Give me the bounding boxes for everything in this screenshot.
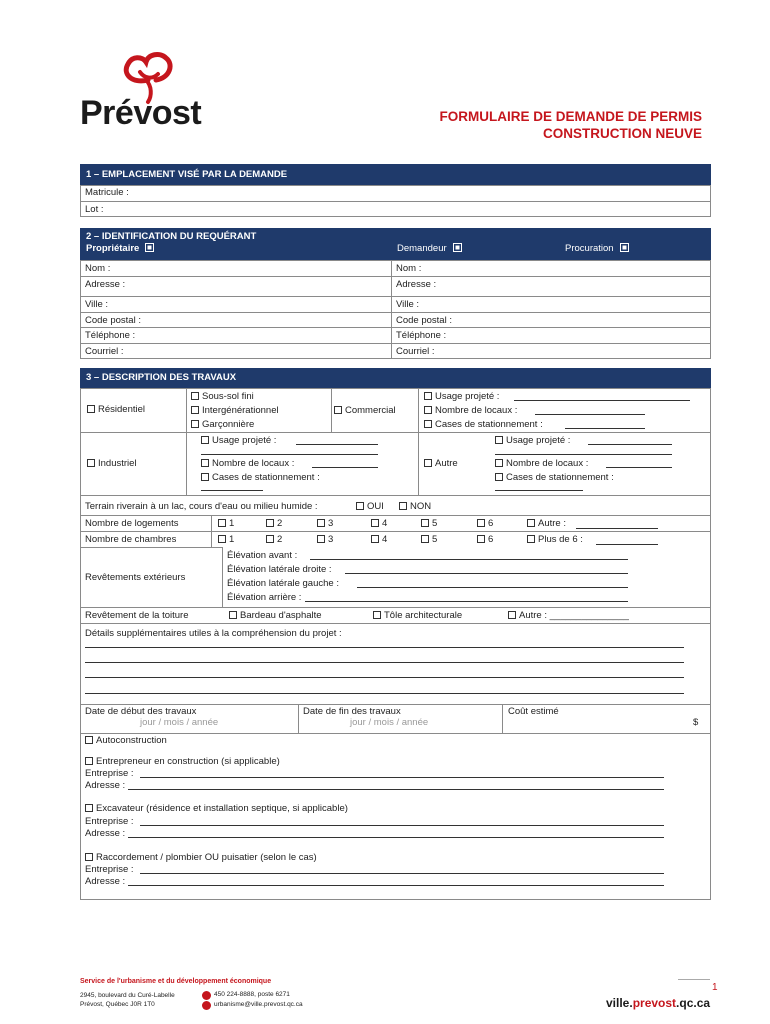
applicant-adresse-field[interactable]: Adresse : (396, 279, 437, 290)
non-checkbox[interactable] (399, 502, 407, 510)
section1-header: 1 – EMPLACEMENT VISÉ PAR LA DEMANDE (80, 164, 711, 185)
raccordement-checkbox[interactable] (85, 853, 93, 861)
raccordement-label: Raccordement / plombier OU puisatier (selon le cas) (96, 852, 317, 863)
ind-locaux-option[interactable] (201, 458, 294, 469)
raccordement-adresse-line[interactable] (128, 885, 664, 886)
industriel-label: Industriel (98, 458, 137, 469)
log-3-checkbox[interactable] (317, 519, 325, 527)
owner-ville-field[interactable]: Ville : (85, 299, 109, 310)
log-1-label: 1 (229, 518, 235, 529)
raccordement-adresse-label: Adresse : (85, 876, 126, 887)
autre-cases-option[interactable] (495, 472, 614, 483)
non-option[interactable] (399, 501, 431, 512)
oui-option[interactable] (356, 501, 384, 512)
com-usage-option[interactable] (424, 391, 499, 402)
autre-locaux-option[interactable] (495, 458, 588, 469)
matricule-field[interactable]: Matricule : (85, 187, 129, 198)
com-locaux-label: Nombre de locaux : (435, 405, 518, 416)
ch-1-label: 1 (229, 534, 235, 545)
details-line[interactable] (85, 677, 684, 678)
excavateur-entreprise-line[interactable] (140, 825, 664, 826)
entrepreneur-checkbox[interactable] (85, 757, 93, 765)
com-cases-checkbox[interactable] (424, 420, 432, 428)
commercial-checkbox[interactable] (334, 406, 342, 414)
oui-label: OUI (367, 501, 384, 512)
footer-email-text[interactable]: urbanisme@ville.prevost.qc.ca (214, 1001, 303, 1008)
autoconstruction-checkbox[interactable] (85, 736, 93, 744)
footer-website[interactable] (606, 996, 710, 1010)
autre-locaux-checkbox[interactable] (495, 459, 503, 467)
section3-box (80, 388, 711, 900)
ch-5-label: 5 (432, 534, 438, 545)
footer-service: Service de l'urbanisme et du développement économique (80, 978, 272, 985)
ind-usage-label: Usage projeté : (212, 435, 277, 446)
ch-3-option[interactable] (317, 534, 333, 545)
ch-6-option[interactable] (477, 534, 493, 545)
ind-locaux-label: Nombre de locaux : (212, 458, 295, 469)
ch-4-label: 4 (382, 534, 388, 545)
com-usage-checkbox[interactable] (424, 392, 432, 400)
log-1-option[interactable] (218, 518, 234, 529)
page-number: 1 (712, 982, 718, 993)
proprietaire-label: Propriétaire (86, 243, 140, 254)
ind-usage-checkbox[interactable] (201, 436, 209, 444)
autoconstruction-label: Autoconstruction (96, 735, 167, 746)
entrepreneur-adresse-line[interactable] (128, 789, 664, 790)
autre-usage-label: Usage projeté : (506, 435, 571, 446)
bardeau-option[interactable] (229, 610, 322, 621)
date-fin-input[interactable]: jour / mois / année (350, 717, 429, 728)
log-4-label: 4 (382, 518, 388, 529)
garconniere-option[interactable] (191, 419, 254, 430)
date-fin-label: Date de fin des travaux (303, 706, 401, 717)
ch-1-checkbox[interactable] (218, 535, 226, 543)
log-3-option[interactable] (317, 518, 333, 529)
ch-4-checkbox[interactable] (371, 535, 379, 543)
applicant-nom-field[interactable]: Nom : (396, 263, 422, 274)
ch-2-label: 2 (277, 534, 283, 545)
raccordement-entreprise-line[interactable] (140, 873, 664, 874)
nb-chambres-label: Nombre de chambres (85, 534, 177, 545)
ch-2-option[interactable] (266, 534, 282, 545)
applicant-courriel-field[interactable]: Courriel : (396, 346, 435, 357)
sous-sol-label: Sous-sol fini (202, 391, 254, 402)
proprietaire-checkbox[interactable] (145, 243, 154, 252)
procuration-option[interactable] (565, 243, 629, 255)
log-autre-label: Autre : (538, 518, 566, 529)
elev-avant-field[interactable]: Élévation avant : (227, 550, 298, 561)
autre-toit-option[interactable] (508, 610, 629, 621)
owner-adresse-field[interactable]: Adresse : (85, 279, 126, 290)
oui-checkbox[interactable] (356, 502, 364, 510)
cout-input[interactable]: $ (693, 717, 699, 728)
excavateur-label: Excavateur (résidence et installation septique, si applicable) (96, 803, 348, 814)
tole-option[interactable] (373, 610, 462, 621)
autre-cases-label: Cases de stationnement : (506, 472, 614, 483)
ch-1-option[interactable] (218, 534, 234, 545)
ch-5-checkbox[interactable] (421, 535, 429, 543)
phone-icon (202, 991, 211, 1000)
entrepreneur-option[interactable] (85, 756, 280, 767)
owner-nom-field[interactable]: Nom : (85, 263, 111, 274)
ind-cases-checkbox[interactable] (201, 473, 209, 481)
applicant-code-postal-field[interactable]: Code postal : (396, 315, 452, 326)
ch-plus6-checkbox[interactable] (527, 535, 535, 543)
log-5-label: 5 (432, 518, 438, 529)
entrepreneur-adresse-label: Adresse : (85, 780, 126, 791)
log-6-option[interactable] (477, 518, 493, 529)
log-2-option[interactable] (266, 518, 282, 529)
autre-locaux-label: Nombre de locaux : (506, 458, 589, 469)
demandeur-checkbox[interactable] (453, 243, 462, 252)
ch-2-checkbox[interactable] (266, 535, 274, 543)
ch-3-checkbox[interactable] (317, 535, 325, 543)
logo-wordmark: Prévost (80, 94, 202, 132)
bardeau-checkbox[interactable] (229, 611, 237, 619)
ch-plus6-label: Plus de 6 : (538, 534, 583, 545)
details-line[interactable] (85, 693, 684, 694)
entrepreneur-label: Entrepreneur en construction (si applicable) (96, 756, 280, 767)
log-4-checkbox[interactable] (371, 519, 379, 527)
details-line[interactable] (85, 647, 684, 648)
elev-gauche-field[interactable]: Élévation latérale gauche : (227, 578, 339, 589)
date-debut-label: Date de début des travaux (85, 706, 197, 717)
elev-arriere-field[interactable]: Élévation arrière : (227, 592, 302, 603)
details-label: Détails supplémentaires utiles à la compréhension du projet : (85, 628, 342, 639)
lot-field[interactable]: Lot : (85, 204, 104, 215)
sous-sol-option[interactable] (191, 391, 254, 402)
terrain-riverain-label: Terrain riverain à un lac, cours d'eau ou milieu humide : (85, 501, 318, 512)
industriel-checkbox[interactable] (87, 459, 95, 467)
nb-logements-label: Nombre de logements (85, 518, 179, 529)
intergen-label: Intergénérationnel (202, 405, 279, 416)
date-debut-input[interactable]: jour / mois / année (140, 717, 219, 728)
autre-toit-checkbox[interactable] (508, 611, 516, 619)
autoconstruction-option[interactable] (85, 735, 167, 746)
com-locaux-option[interactable] (424, 405, 517, 416)
residentiel-option[interactable] (87, 404, 145, 415)
excavateur-adresse-line[interactable] (128, 837, 664, 838)
form-title-line2: CONSTRUCTION NEUVE (542, 126, 702, 141)
log-6-label: 6 (488, 518, 494, 529)
excavateur-entreprise-label: Entreprise : (85, 816, 134, 827)
intergen-option[interactable] (191, 405, 279, 416)
com-cases-label: Cases de stationnement : (435, 419, 543, 430)
ch-3-label: 3 (328, 534, 334, 545)
excavateur-option[interactable] (85, 803, 348, 814)
commercial-label: Commercial (345, 405, 396, 416)
applicant-telephone-field[interactable]: Téléphone : (396, 330, 447, 341)
excavateur-adresse-label: Adresse : (85, 828, 126, 839)
elev-droite-field[interactable]: Élévation latérale droite : (227, 564, 332, 575)
log-3-label: 3 (328, 518, 334, 529)
log-5-option[interactable] (421, 518, 437, 529)
ind-locaux-checkbox[interactable] (201, 459, 209, 467)
form-title-line1: FORMULAIRE DE DEMANDE DE PERMIS (439, 109, 702, 124)
garconniere-checkbox[interactable] (191, 420, 199, 428)
ch-plus6-option[interactable] (527, 534, 583, 545)
toiture-label: Revêtement de la toiture (85, 610, 189, 621)
residentiel-checkbox[interactable] (87, 405, 95, 413)
autre-usage-checkbox[interactable] (495, 436, 503, 444)
details-line[interactable] (85, 662, 684, 663)
log-autre-option[interactable] (527, 518, 566, 529)
garconniere-label: Garçonnière (202, 419, 255, 430)
non-label: NON (410, 501, 432, 512)
section2-header (80, 228, 711, 260)
tole-checkbox[interactable] (373, 611, 381, 619)
cout-label: Coût estimé (508, 706, 559, 717)
entrepreneur-entreprise-line[interactable] (140, 777, 664, 778)
log-autre-checkbox[interactable] (527, 519, 535, 527)
log-6-checkbox[interactable] (477, 519, 485, 527)
footer-phone (202, 991, 290, 998)
industriel-option[interactable] (87, 458, 137, 469)
intergen-checkbox[interactable] (191, 406, 199, 414)
ch-5-option[interactable] (421, 534, 437, 545)
footer-email (202, 1001, 303, 1008)
owner-telephone-field[interactable]: Téléphone : (85, 330, 136, 341)
email-icon (202, 1001, 211, 1010)
owner-code-postal-field[interactable]: Code postal : (85, 315, 141, 326)
autre-checkbox[interactable] (424, 459, 432, 467)
footer-address-line2: Prévost, Québec J0R 1T0 (80, 1001, 155, 1008)
footer-address-line1: 2945, boulevard du Curé-Labelle (80, 992, 175, 999)
section2-title: 2 – IDENTIFICATION DU REQUÉRANT (86, 231, 257, 242)
log-5-checkbox[interactable] (421, 519, 429, 527)
demandeur-label: Demandeur (397, 243, 447, 254)
log-1-checkbox[interactable] (218, 519, 226, 527)
sous-sol-checkbox[interactable] (191, 392, 199, 400)
raccordement-entreprise-label: Entreprise : (85, 864, 134, 875)
entrepreneur-entreprise-label: Entreprise : (85, 768, 134, 779)
autre-usage-option[interactable] (495, 435, 570, 446)
excavateur-checkbox[interactable] (85, 804, 93, 812)
commercial-option[interactable] (334, 405, 396, 416)
ch-6-label: 6 (488, 534, 494, 545)
log-4-option[interactable] (371, 518, 387, 529)
ind-cases-option[interactable] (201, 472, 320, 483)
com-usage-label: Usage projeté : (435, 391, 500, 402)
applicant-ville-field[interactable]: Ville : (396, 299, 420, 310)
raccordement-option[interactable] (85, 852, 317, 863)
procuration-checkbox[interactable] (620, 243, 629, 252)
procuration-label: Procuration (565, 243, 614, 254)
website-part-a: ville. (606, 996, 633, 1010)
ch-4-option[interactable] (371, 534, 387, 545)
autre-cases-checkbox[interactable] (495, 473, 503, 481)
demandeur-option[interactable] (397, 243, 462, 255)
website-part-b: prevost (632, 996, 677, 1010)
revetements-label: Revêtements extérieurs (85, 572, 186, 583)
log-2-label: 2 (277, 518, 283, 529)
residentiel-label: Résidentiel (98, 404, 145, 415)
footer-phone-text: 450 224-8888, poste 6271 (214, 991, 290, 998)
section3-header: 3 – DESCRIPTION DES TRAVAUX (80, 368, 711, 388)
com-cases-option[interactable] (424, 419, 543, 430)
bardeau-label: Bardeau d'asphalte (240, 610, 322, 621)
tole-label: Tôle architecturale (384, 610, 463, 621)
owner-courriel-field[interactable]: Courriel : (85, 346, 124, 357)
log-2-checkbox[interactable] (266, 519, 274, 527)
website-part-c: .qc.ca (676, 996, 711, 1010)
ind-usage-option[interactable] (201, 435, 276, 446)
autre-toit-label: Autre : _______________ (519, 610, 629, 621)
ind-cases-label: Cases de stationnement : (212, 472, 320, 483)
autre-option[interactable] (424, 458, 458, 469)
com-locaux-checkbox[interactable] (424, 406, 432, 414)
autre-label: Autre (435, 458, 458, 469)
ch-6-checkbox[interactable] (477, 535, 485, 543)
